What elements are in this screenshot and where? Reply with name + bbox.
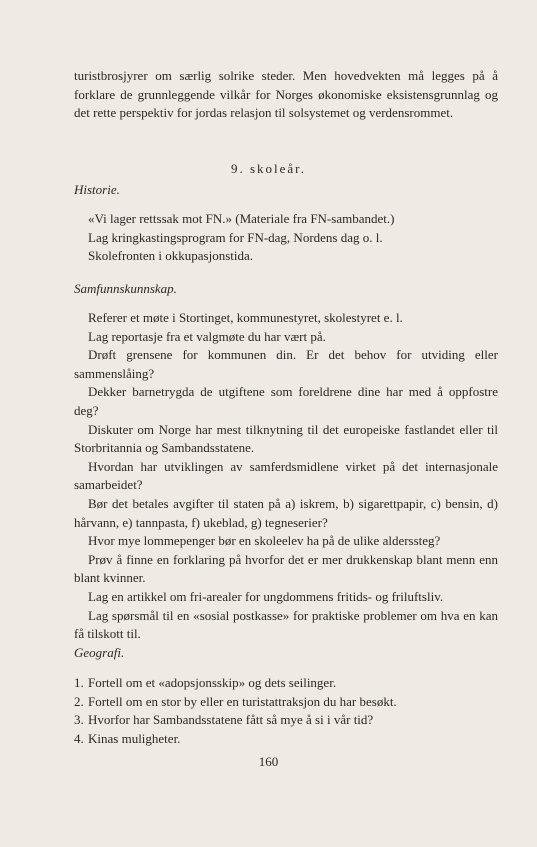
item-number: 1. xyxy=(74,675,84,690)
item-text: Hvorfor har Sambandsstatene fått så mye å si i vår tid? xyxy=(88,712,374,728)
geografi-item xyxy=(74,674,498,693)
geografi-item xyxy=(74,730,498,749)
item-number: 3. xyxy=(74,712,84,728)
samfunnskunnskap-heading: Samfunnskunnskap. xyxy=(74,281,177,296)
historie-section xyxy=(74,181,498,266)
geografi-item xyxy=(74,711,498,730)
item-text: Fortell om et «adopsjonsskip» og dets seilinger. xyxy=(88,675,337,690)
geografi-section xyxy=(74,644,498,748)
samfunn-item: Lag en artikkel om fri-arealer for ungdommens fritids- og friluftsliv. xyxy=(88,588,444,604)
historie-heading: Historie. xyxy=(74,182,120,197)
page-number: 160 xyxy=(258,754,279,769)
item-number: 2. xyxy=(74,693,84,709)
samfunn-item: Referer et møte i Stortinget, kommunestyret, skolestyret e. l. xyxy=(88,310,403,325)
item-text: Kinas muligheter. xyxy=(88,730,181,746)
chapter-title: 9. skoleår. xyxy=(230,161,307,176)
samfunn-item: Diskuter om Norge har mest tilknytning til det europeiske fastlandet eller til Storbritannia og Sambandsstatene. xyxy=(74,421,498,456)
geografi-item xyxy=(74,693,498,712)
historie-item: «Vi lager rettssak mot FN.» (Materiale fra FN-sambandet.) xyxy=(88,211,395,226)
samfunn-item: Bør det betales avgifter til staten på a) iskrem, b) sigarettpapir, c) bensin, d) hårvann, e) tannpasta, f) ukeblad, g) tegneserier? xyxy=(74,495,498,530)
item-number: 4. xyxy=(74,730,84,746)
intro-paragraph: turistbrosjyrer om særlig solrike steder. Men hovedvekten må legges på å forklare de grunnleggende vilkår for Norges økonomiske eksistensgrunnlag og det rette perspektiv for jordas relasjon til solsystemet og verdensrommet. xyxy=(74,68,498,121)
samfunn-item: Dekker barnetrygda de utgiftene som foreldrene dine har med å oppfostre deg? xyxy=(74,384,498,418)
geografi-heading: Geografi. xyxy=(74,645,125,660)
historie-item: Lag kringkastingsprogram for FN-dag, Nordens dag o. l. xyxy=(88,229,383,245)
samfunn-item: Prøv å finne en forklaring på hvorfor det er mer drukkenskap blant menn enn blant kvinner. xyxy=(74,551,498,586)
samfunn-item: Drøft grensene for kommunen din. Er det behov for utviding eller sammenslåing? xyxy=(74,347,498,381)
samfunn-item: Lag spørsmål til en «sosial postkasse» for praktiske problemer om hva en kan få tilskott til. xyxy=(74,607,498,642)
samfunnskunnskap-section xyxy=(74,280,498,644)
item-text: Fortell om en stor by eller en turistattraksjon du har besøkt. xyxy=(88,693,397,709)
samfunn-item: Hvor mye lommepenger bør en skoleelev ha på de ulike alderssteg? xyxy=(88,533,441,549)
samfunn-item: Hvordan har utviklingen av samferdsmidlene virket på det internasjonale samarbeidet? xyxy=(74,458,498,493)
historie-item: Skolefronten i okkupasjonstida. xyxy=(88,248,254,264)
samfunn-item: Lag reportasje fra et valgmøte du har vært på. xyxy=(88,328,326,344)
intro-block xyxy=(74,67,498,123)
